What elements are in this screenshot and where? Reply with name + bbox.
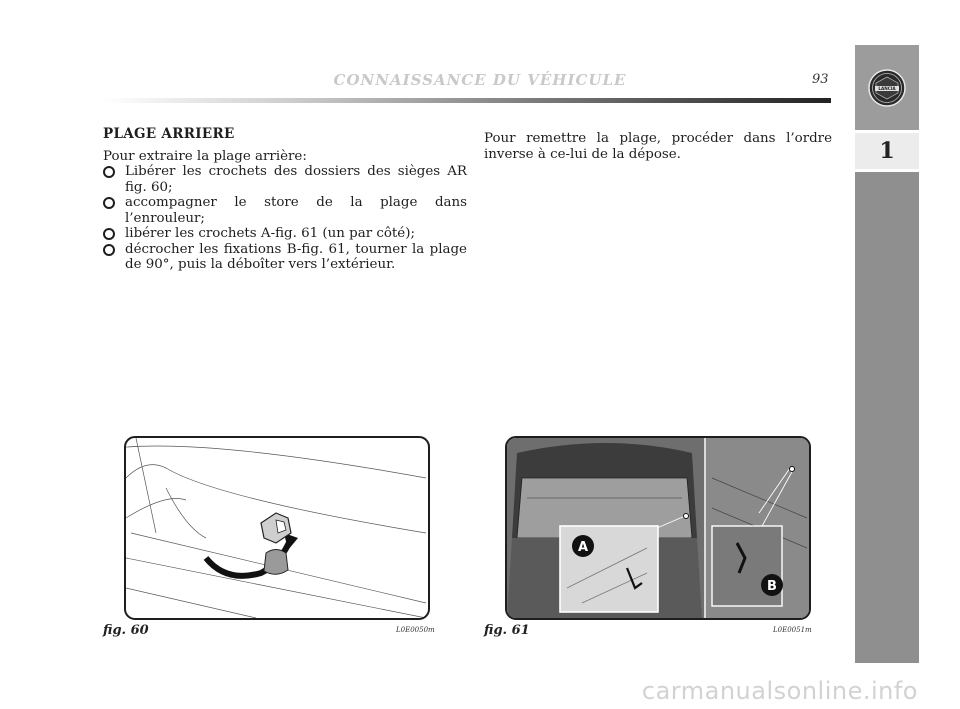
step-text: décrocher les fixations B-fig. 61, tourner la plage de 90°, puis la déboîter vers l’extérieur. <box>125 241 467 272</box>
figure-60-code: L0E0050m <box>396 626 435 634</box>
list-item <box>103 226 467 242</box>
bullet-icon <box>103 244 115 256</box>
steps-list <box>103 164 467 273</box>
chapter-number: 1 <box>855 133 919 172</box>
figure-61-illustration <box>505 436 811 620</box>
page-number: 93 <box>812 72 829 87</box>
seat-hook-illustration <box>126 438 428 618</box>
list-item <box>103 164 467 195</box>
header-divider <box>103 98 831 103</box>
bullet-icon <box>103 197 115 209</box>
figure-61-code: L0E0051m <box>773 626 812 634</box>
figure-61-caption: fig. 61 <box>484 623 530 638</box>
list-item <box>103 242 467 273</box>
label-b-badge: B <box>767 579 777 594</box>
right-column <box>484 131 832 162</box>
bullet-icon <box>103 166 115 178</box>
list-item <box>103 195 467 226</box>
reinstall-text: Pour remettre la plage, procéder dans l’ordre inverse à ce-lui de la dépose. <box>484 131 832 162</box>
trunk-shelf-illustration <box>507 438 809 618</box>
bullet-icon <box>103 228 115 240</box>
step-text: libérer les crochets A-fig. 61 (un par côté); <box>125 226 415 241</box>
brand-logo-box <box>855 45 919 133</box>
logo-lettering: LANCIA <box>878 85 896 91</box>
left-column <box>103 127 467 273</box>
step-text: accompagner le store de la plage dans l’enrouleur; <box>125 195 467 226</box>
page-header-title: CONNAISSANCE DU VÉHICULE <box>333 71 627 89</box>
section-title: PLAGE ARRIERE <box>103 126 235 142</box>
figure-60-illustration <box>124 436 430 620</box>
figure-60-caption: fig. 60 <box>103 623 149 638</box>
watermark-text: carmanualsonline.info <box>641 677 918 705</box>
intro-text: Pour extraire la plage arrière: <box>103 148 307 164</box>
lancia-logo-icon <box>867 68 907 108</box>
step-text: Libérer les crochets des dossiers des sièges AR fig. 60; <box>125 164 467 195</box>
label-a-badge: A <box>577 540 589 555</box>
